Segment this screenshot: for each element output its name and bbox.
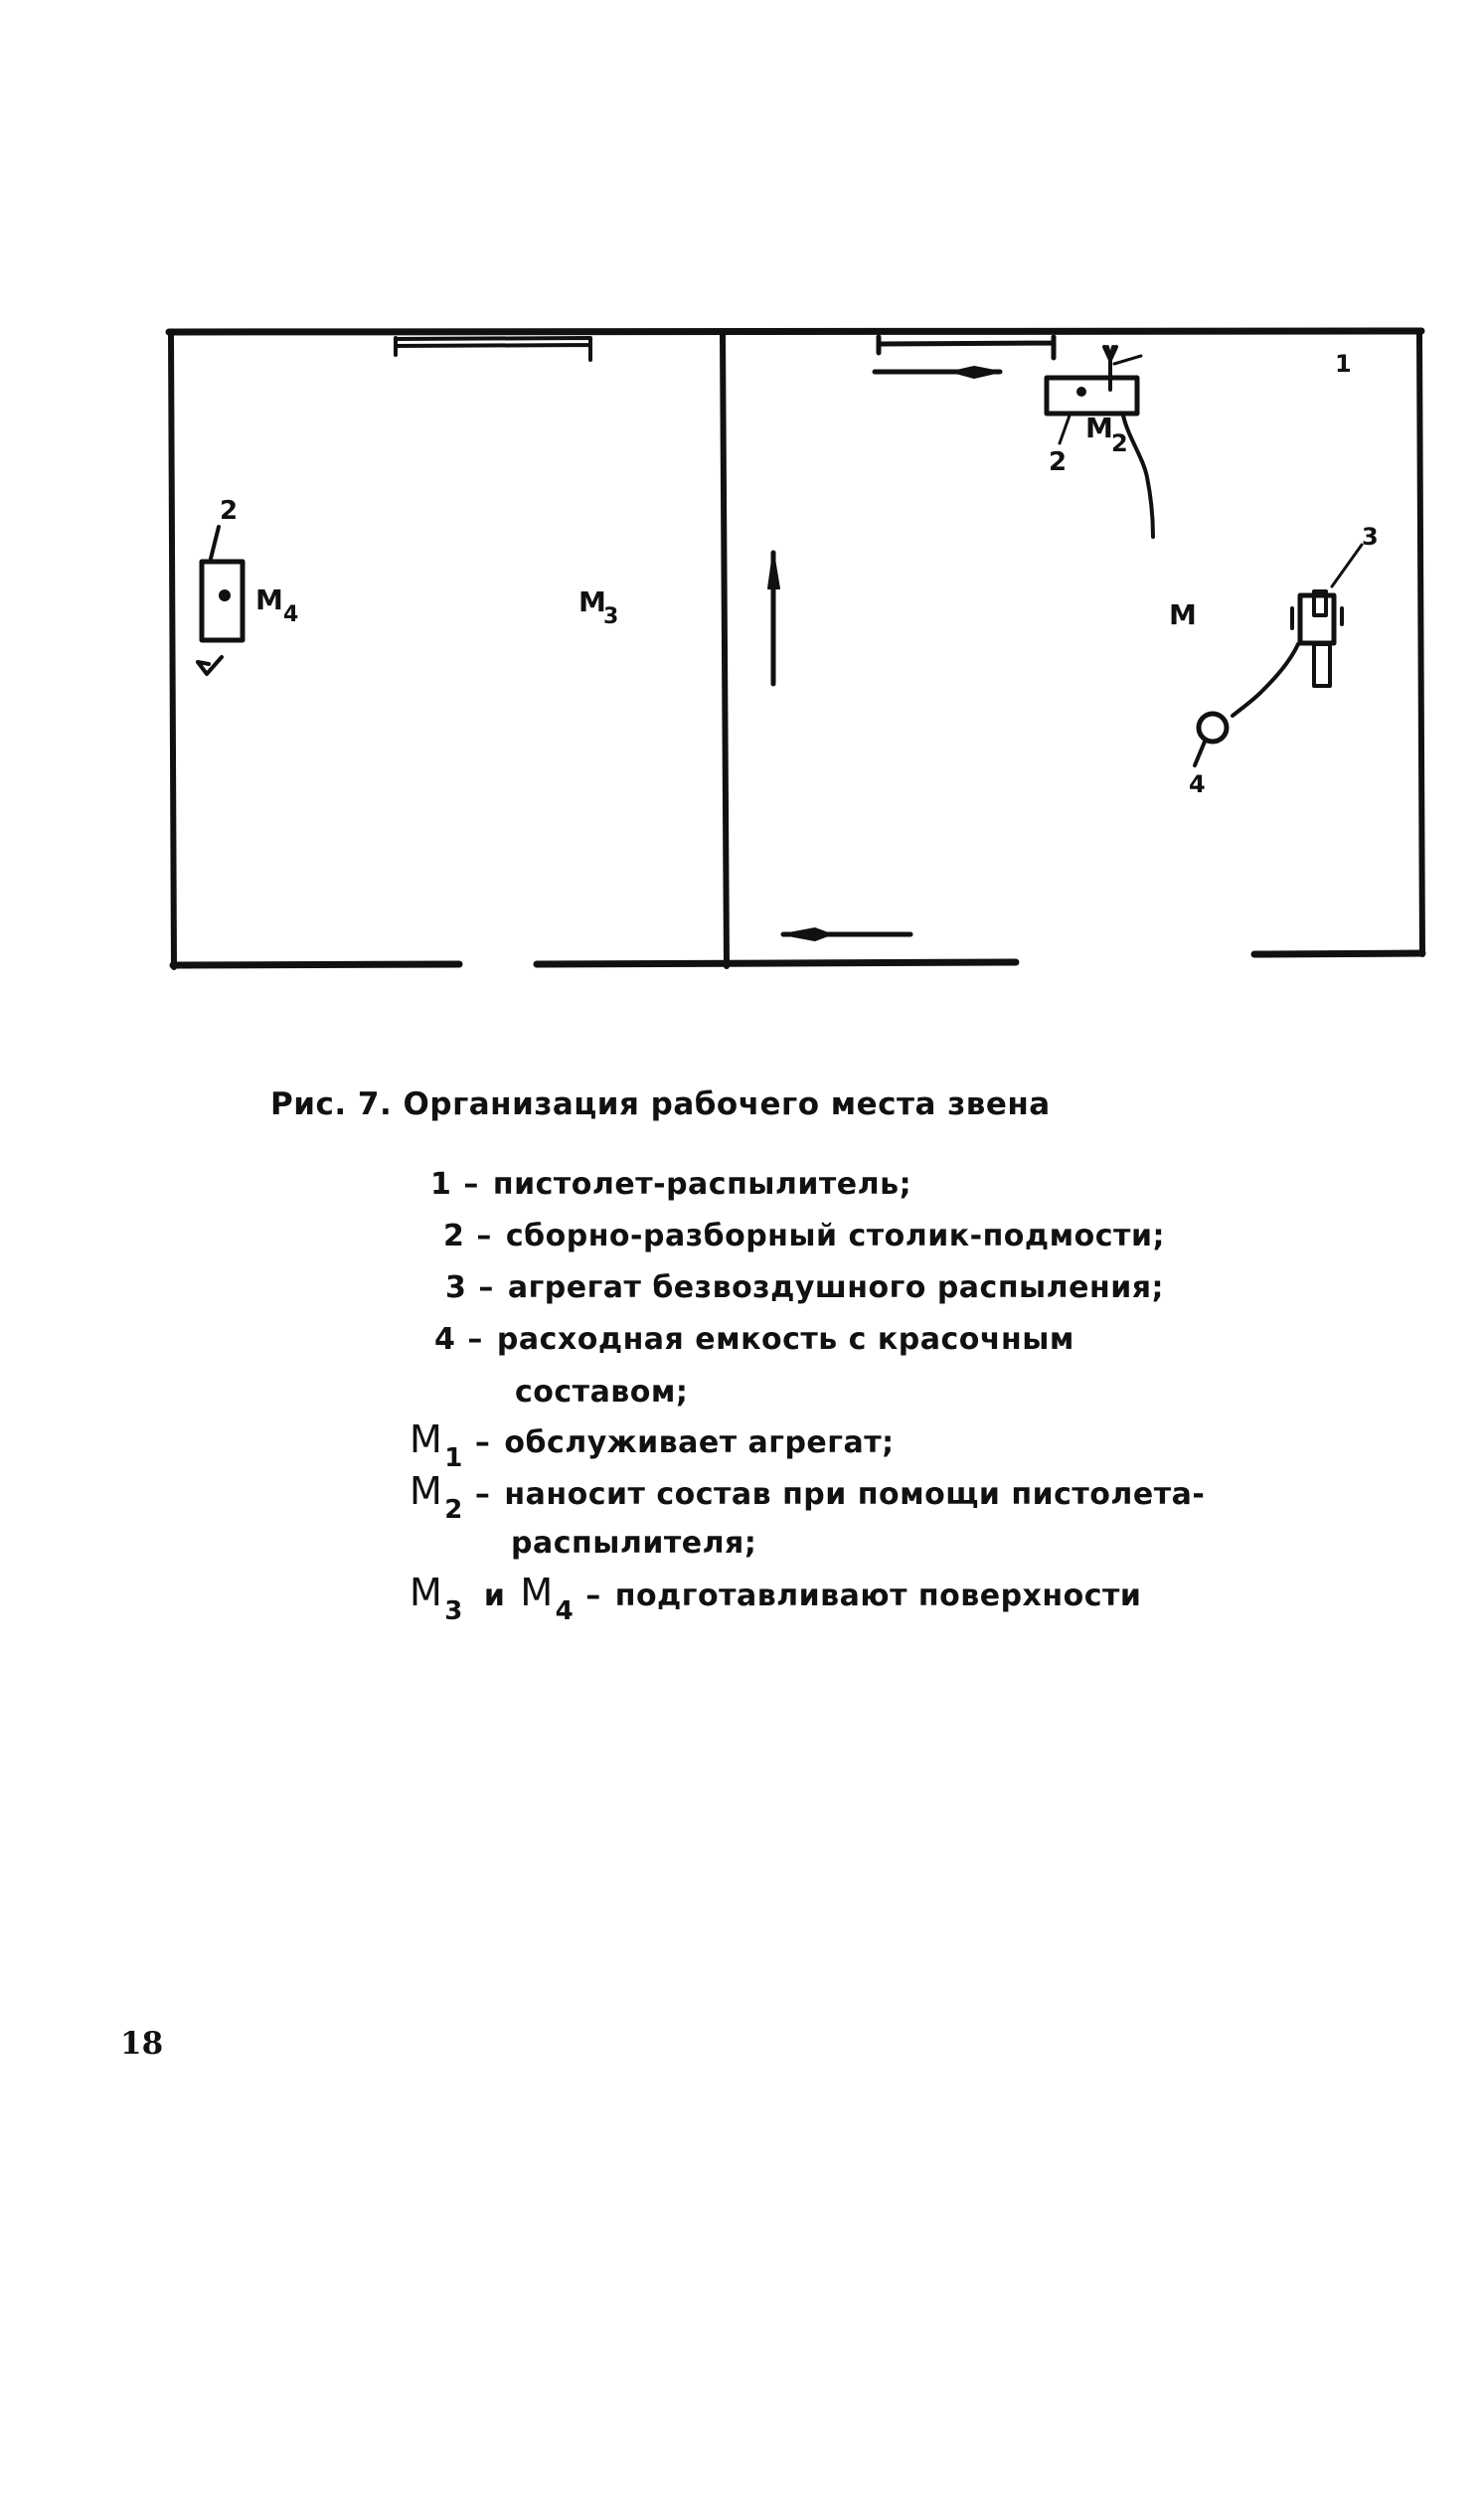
legend-item	[434, 1322, 1074, 1357]
window-left	[396, 338, 590, 360]
label-1: 1	[1335, 350, 1352, 378]
arrow-top-head	[952, 367, 1000, 378]
table-right-dot	[1076, 387, 1086, 397]
label-m4-sub: 4	[283, 602, 299, 627]
legend-dash: –	[463, 1167, 479, 1202]
tank-leader	[1195, 742, 1205, 765]
table-left	[202, 562, 243, 640]
unit-3-handle	[1314, 644, 1330, 686]
legend-item-continuation	[515, 1375, 688, 1410]
hose-lower	[1233, 644, 1298, 716]
table-right	[1047, 378, 1137, 414]
label-2-left: 2	[220, 496, 239, 526]
legend-dash: –	[474, 1425, 491, 1460]
legend-text: распылителя;	[511, 1526, 757, 1561]
window-right	[879, 337, 1054, 358]
wall-top	[169, 331, 1421, 332]
legend-text: обслуживает агрегат;	[504, 1425, 895, 1460]
table-left-dot	[219, 589, 231, 601]
table-left-leader	[211, 527, 219, 559]
worker-key: $М_2$	[410, 1469, 463, 1525]
legend-text: составом;	[515, 1375, 689, 1410]
spray-gun-leader	[1114, 356, 1141, 364]
spray-gun-icon	[1104, 347, 1116, 390]
wall-bottom-middle-segment	[537, 962, 1016, 964]
legend-key: 3	[445, 1270, 467, 1305]
table-right-leader	[1060, 416, 1070, 443]
arrow-left-head	[768, 553, 779, 588]
wall-bottom-left-segment	[173, 964, 459, 965]
worker-item	[410, 1469, 1205, 1525]
wall-partition	[723, 334, 727, 966]
paint-tank	[1199, 714, 1227, 742]
unit-3-box	[1300, 595, 1334, 643]
label-m: М	[1169, 598, 1197, 631]
legend-conjunction: и	[483, 1579, 506, 1613]
worker-item	[410, 1571, 1141, 1626]
figure-caption: Рис. 7. Организация рабочего места звена	[270, 1086, 1051, 1122]
label-4: 4	[1189, 770, 1206, 798]
wall-left	[171, 332, 174, 967]
worker-item-continuation	[511, 1526, 756, 1561]
label-m2-sub: 2	[1111, 429, 1128, 457]
legend-dash: –	[474, 1477, 491, 1512]
legend-text: подготавливают поверхности	[614, 1579, 1142, 1613]
worker-key: $М_3$	[410, 1571, 463, 1626]
floor-plan-diagram	[0, 0, 1484, 1034]
wall-right	[1419, 331, 1422, 954]
legend-key: 4	[434, 1322, 456, 1357]
legend-text: агрегат безвоздушного распыления;	[507, 1270, 1165, 1305]
label-m3-sub: 3	[603, 604, 619, 629]
legend-text: сборно-разборный столик-подмости;	[505, 1219, 1165, 1253]
legend-dash: –	[585, 1579, 601, 1613]
legend-text: наносит состав при помощи пистолета-	[504, 1477, 1206, 1512]
wall-bottom-right-segment	[1254, 953, 1422, 954]
legend-text: пистолет-распылитель;	[492, 1167, 912, 1202]
legend-dash: –	[467, 1322, 483, 1357]
legend-dash: –	[478, 1270, 494, 1305]
label-2-right: 2	[1049, 447, 1068, 477]
label-3: 3	[1362, 523, 1379, 551]
floor-plan-figure	[0, 0, 1484, 1034]
label-m2: М	[1085, 412, 1113, 444]
worker-item	[410, 1417, 895, 1473]
legend-item	[430, 1167, 911, 1202]
worker-m4-glyph	[198, 657, 222, 674]
unit-3-leader	[1332, 545, 1362, 586]
page-number: 18	[120, 2026, 164, 2062]
label-m3: М	[578, 585, 606, 618]
legend-item	[443, 1219, 1165, 1253]
legend-dash: –	[476, 1219, 492, 1253]
legend-key: 2	[443, 1219, 465, 1253]
worker-key: $М_4$	[520, 1571, 575, 1626]
label-m4: М	[255, 583, 283, 616]
arrow-bottom-head	[783, 928, 831, 940]
legend-item	[445, 1270, 1164, 1305]
legend-text: расходная емкость с красочным	[496, 1322, 1074, 1357]
legend-key: 1	[430, 1167, 452, 1202]
worker-key: $М_1$	[410, 1417, 463, 1473]
